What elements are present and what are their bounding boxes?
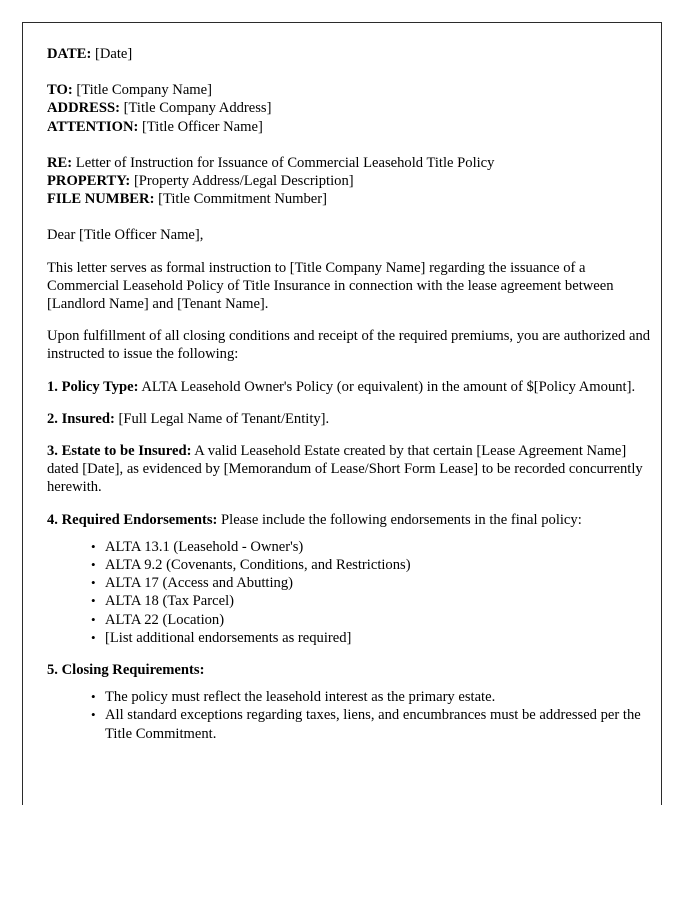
list-item: • All standard exceptions regarding taxes, liens, and encumbrances must be addressed per the Title Commitment.	[91, 706, 659, 742]
date-line	[47, 45, 659, 63]
list-item: • ALTA 13.1 (Leasehold - Owner's)	[91, 538, 659, 556]
item-text: [Full Legal Name of Tenant/Entity].	[114, 410, 330, 427]
item-label: 3. Estate to be Insured:	[47, 443, 192, 460]
list-item: • ALTA 17 (Access and Abutting)	[91, 574, 659, 592]
item-required-endorsements	[47, 511, 659, 529]
date-value: [Date]	[94, 46, 133, 62]
list-item: • ALTA 18 (Tax Parcel)	[91, 592, 659, 610]
file-number-value: [Title Commitment Number]	[158, 191, 327, 208]
item-policy-type	[47, 378, 659, 396]
recipient-block	[47, 81, 659, 136]
spacer	[47, 245, 659, 259]
document-body	[47, 45, 659, 743]
file-number-label: FILE NUMBER:	[47, 191, 155, 208]
item-estate-to-be-insured	[47, 442, 659, 497]
item-insured	[47, 410, 659, 428]
salutation: Dear [Title Officer Name],	[47, 227, 204, 244]
list-item: • [List additional endorsements as required]	[91, 629, 659, 647]
property-label: PROPERTY:	[47, 173, 131, 190]
file-number-line	[47, 190, 659, 208]
re-line	[47, 154, 659, 172]
spacer	[47, 679, 659, 688]
list-item: • ALTA 9.2 (Covenants, Conditions, and Restrictions)	[91, 556, 659, 574]
address-line	[47, 99, 659, 117]
to-label: TO:	[47, 82, 73, 99]
address-value: [Title Company Address]	[123, 100, 272, 117]
item-label: 2. Insured:	[47, 410, 115, 427]
item-label: 1. Policy Type:	[47, 378, 139, 395]
spacer	[47, 208, 659, 226]
spacer	[47, 364, 659, 378]
to-line	[47, 81, 659, 99]
attention-value: [Title Officer Name]	[142, 118, 263, 135]
authorization-paragraph: Upon fulfillment of all closing conditions and receipt of the required premiums, you are authorized and instructed to issue the following:	[47, 328, 651, 363]
item-text: ALTA Leasehold Owner's Policy (or equivalent) in the amount of $[Policy Amount].	[138, 378, 636, 395]
re-value: Letter of Instruction for Issuance of Commercial Leasehold Title Policy	[75, 154, 495, 171]
property-value: [Property Address/Legal Description]	[133, 173, 354, 190]
list-item: • The policy must reflect the leasehold interest as the primary estate.	[91, 688, 659, 706]
address-label: ADDRESS:	[47, 100, 120, 117]
spacer	[47, 647, 659, 661]
section-label: 5. Closing Requirements:	[47, 662, 205, 679]
closing-requirements-heading	[47, 661, 659, 679]
spacer	[47, 313, 659, 327]
spacer	[47, 428, 659, 442]
item-label: 4. Required Endorsements:	[47, 511, 218, 528]
re-label: RE:	[47, 154, 73, 171]
property-line	[47, 172, 659, 190]
attention-label: ATTENTION:	[47, 118, 139, 135]
spacer	[47, 529, 659, 538]
to-value: [Title Company Name]	[76, 82, 212, 99]
closing-requirements-list	[47, 688, 659, 743]
spacer	[47, 63, 659, 81]
intro-paragraph: This letter serves as formal instruction to [Title Company Name] regarding the issuance of a Commercial Leasehold Policy of Title Insurance in connection with the lease agreement between [Landlord Name] and [Tenant Name].	[47, 259, 614, 313]
subject-block	[47, 154, 659, 209]
attention-line	[47, 118, 659, 136]
list-item: • ALTA 22 (Location)	[91, 611, 659, 629]
spacer	[47, 396, 659, 410]
item-text: Please include the following endorsements in the final policy:	[217, 511, 582, 528]
spacer	[47, 497, 659, 511]
document-page	[22, 22, 662, 805]
item-text: A valid Leasehold Estate created by that certain [Lease Agreement Name] dated [Date], as evidenced by [Memorandum of Lease/Short Form Lease] to be recorded concurrently herewith.	[47, 443, 643, 496]
endorsements-list	[47, 538, 659, 647]
date-label: DATE:	[47, 46, 92, 62]
spacer	[47, 136, 659, 154]
